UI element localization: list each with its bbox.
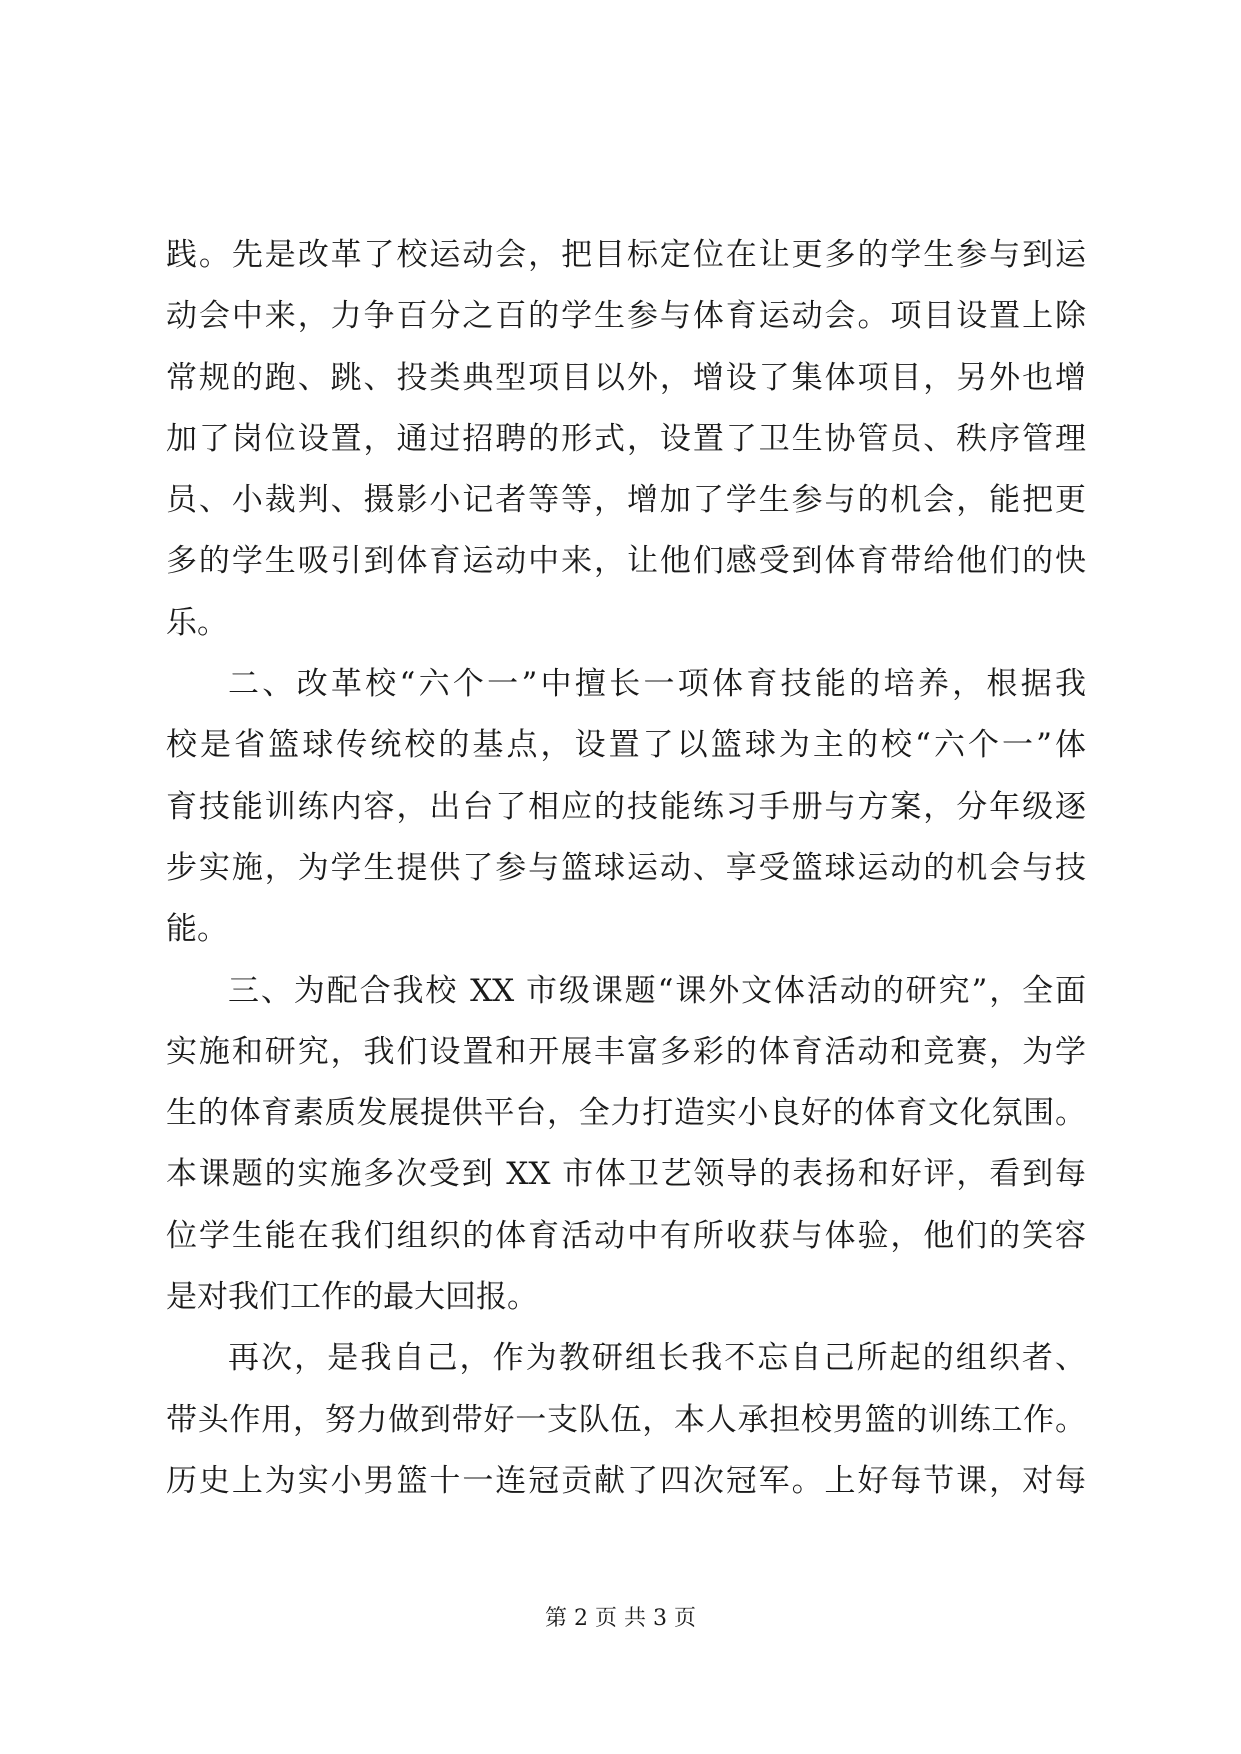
text-line: 是对我们工作的最大回报。 bbox=[166, 1279, 538, 1316]
text-line: 员、小裁判、摄影小记者等等，增加了学生参与的机会，能把更 bbox=[166, 482, 1086, 519]
page-number-footer: 第 2 页 共 3 页 bbox=[545, 1606, 696, 1631]
text-line: 带头作用，努力做到带好一支队伍，本人承担校男篮的训练工作。 bbox=[166, 1401, 1086, 1438]
text-line: 践。先是改革了校运动会，把目标定位在让更多的学生参与到运 bbox=[166, 237, 1086, 273]
text-line: 三、为配合我校 XX 市级课题“课外文体活动的研究”，全面 bbox=[228, 972, 1086, 1009]
text-line: 历史上为实小男篮十一连冠贡献了四次冠军。上好每节课，对每 bbox=[166, 1462, 1086, 1499]
text-line: 加了岗位设置，通过招聘的形式，设置了卫生协管员、秩序管理 bbox=[166, 420, 1086, 457]
text-line: 步实施，为学生提供了参与篮球运动、享受篮球运动的机会与技 bbox=[166, 849, 1086, 886]
text-line: 二、改革校“六个一”中擅长一项体育技能的培养，根据我 bbox=[228, 666, 1086, 703]
text-line: 能。 bbox=[166, 911, 228, 948]
text-line: 乐。 bbox=[166, 604, 228, 641]
text-line: 本课题的实施多次受到 XX 市体卫艺领导的表扬和好评，看到每 bbox=[166, 1156, 1086, 1193]
text-line: 实施和研究，我们设置和开展丰富多彩的体育活动和竞赛，为学 bbox=[166, 1033, 1086, 1070]
text-line: 校是省篮球传统校的基点，设置了以篮球为主的校“六个一”体 bbox=[166, 727, 1086, 764]
text-line: 生的体育素质发展提供平台，全力打造实小良好的体育文化氛围。 bbox=[166, 1095, 1086, 1132]
text-line: 动会中来，力争百分之百的学生参与体育运动会。项目设置上除 bbox=[166, 298, 1086, 335]
document-body bbox=[166, 225, 1086, 1512]
text-line: 多的学生吸引到体育运动中来，让他们感受到体育带给他们的快 bbox=[166, 543, 1086, 580]
text-line: 常规的跑、跳、投类典型项目以外，增设了集体项目，另外也增 bbox=[166, 359, 1086, 396]
text-line: 育技能训练内容，出台了相应的技能练习手册与方案，分年级逐 bbox=[166, 788, 1086, 825]
text-line: 位学生能在我们组织的体育活动中有所收获与体验，他们的笑容 bbox=[166, 1217, 1086, 1254]
text-line: 再次，是我自己，作为教研组长我不忘自己所起的组织者、 bbox=[228, 1340, 1086, 1377]
